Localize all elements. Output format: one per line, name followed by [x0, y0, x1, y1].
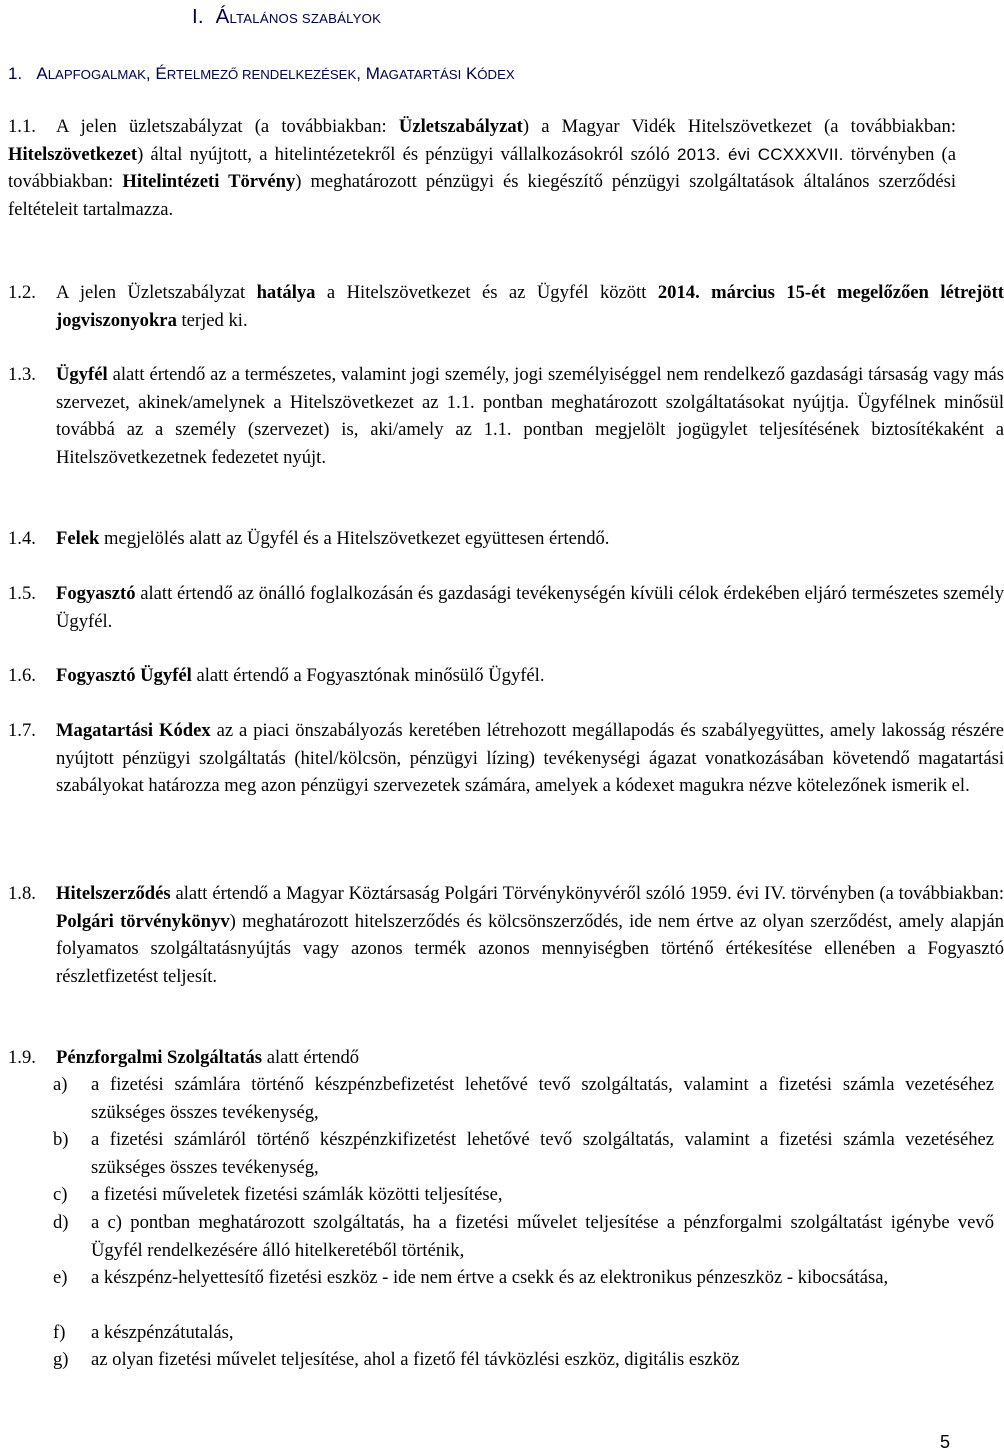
paragraph-1-2: 1.2. A jelen Üzletszabályzat hatálya a Hitelszövetkezet és az Ügyfél között 2014. március 15-ét megelőzően létrejött jogviszonyokra terjed ki. — [8, 282, 1004, 331]
list-item: g) az olyan fizetési művelet teljesítése, ahol a fizető fél távközlési eszköz, digitális eszköz — [53, 1349, 740, 1370]
paragraph-1-4: 1.4. Felek megjelölés alatt az Ügyfél és a Hitelszövetkezet együttesen értendő. — [8, 528, 610, 549]
paragraph-1-9: 1.9. Pénzforgalmi Szolgáltatás alatt értendő — [8, 1047, 360, 1068]
paragraph-1-3: 1.3. Ügyfél alatt értendő az a természetes, valamint jogi személy, jogi személyiséggel nem rendelkező gazdasági társaság vagy más szervezet, akinek/amelynek a Hitelszövetkezet az 1.1. pontban meghatározott szolgáltatásokat nyújtja. Ügyfélnek minősül továbbá az a személy (szervezet) is, aki/amely az 1.1. pontban megjelölt jogügylet teljesítésének biztosítékaként a Hitelszövetkezetnek fedezetet nyújt. — [8, 364, 1004, 468]
section-heading: 1. ALAPFOGALMAK, ÉRTELMEZŐ RENDELKEZÉSEK, MAGATARTÁSI KÓDEX — [8, 64, 515, 83]
list-item: f) a készpénzátutalás, — [53, 1322, 234, 1343]
list-item: a) a fizetési számlára történő készpénzbefizetést lehetővé tevő szolgáltatás, valamint a fizetési számla vezetéséhez szükséges összes tevékenység, — [53, 1074, 994, 1123]
paragraph-1-1: 1.1. A jelen üzletszabályzat (a továbbiakban: Üzletszabályzat) a Magyar Vidék Hitelszövetkezet (a továbbiakban: Hitelszövetkezet) által nyújtott, a hitelintézetekről és pénzügyi vállalkozásokról szóló 2013. évi CCXXXVII. törvényben (a továbbiakban: Hitelintézeti Törvény) meghatározott pénzügyi és kiegészítő pénzügyi szolgáltatások általános szerződési feltételeit tartalmazza. — [8, 116, 956, 220]
page-number: 5 — [940, 1432, 951, 1452]
paragraph-1-8: 1.8. Hitelszerződés alatt értendő a Magyar Köztársaság Polgári Törvénykönyvéről szóló 1959. évi IV. törvényben (a továbbiakban: Polgári törvénykönyv) meghatározott hitelszerződés és kölcsönszerződés, ide nem értve az olyan szerződést, amely alapján folyamatos szolgáltatásnyújtás vagy azonos termék azonos mennyiségben történő értékesítése ellenében a Fogyasztó részletfizetést teljesít. — [8, 883, 1004, 987]
list-item: c) a fizetési műveletek fizetési számlák közötti teljesítése, — [53, 1184, 503, 1205]
paragraph-1-6: 1.6. Fogyasztó Ügyfél alatt értendő a Fogyasztónak minősülő Ügyfél. — [8, 665, 545, 686]
chapter-title: I. ÁLTALÁNOS SZABÁLYOK — [192, 5, 382, 28]
list-item: e) a készpénz-helyettesítő fizetési eszköz - ide nem értve a csekk és az elektronikus pénzeszköz - kibocsátása, — [53, 1267, 889, 1288]
list-item: d) a c) pontban meghatározott szolgáltatás, ha a fizetési művelet teljesítése a pénzforgalmi szolgáltatást igénybe vevő Ügyfél rendelkezésére álló hitelkeretéből történik, — [53, 1212, 994, 1261]
paragraph-1-7: 1.7. Magatartási Kódex az a piaci önszabályozás keretében létrehozott megállapodás és szabályegyüttes, amely lakosság részére nyújtott pénzügyi szolgáltatás (hitel/kölcsön, pénzügyi lízing) tevékenységi ágazat vonatkozásában követendő magatartási szabályokat határozza meg azon pénzügyi szervezetek számára, amelyek a kódexet magukra nézve kötelezőnek ismerik el. — [8, 720, 1004, 796]
paragraph-1-5: 1.5. Fogyasztó alatt értendő az önálló foglalkozásán és gazdasági tevékenységén kívüli célok érdekében eljáró természetes személy Ügyfél. — [8, 583, 1004, 632]
list-item: b) a fizetési számláról történő készpénzkifizetést lehetővé tevő szolgáltatás, valamint a fizetési számla vezetéséhez szükséges összes tevékenység, — [53, 1129, 994, 1178]
